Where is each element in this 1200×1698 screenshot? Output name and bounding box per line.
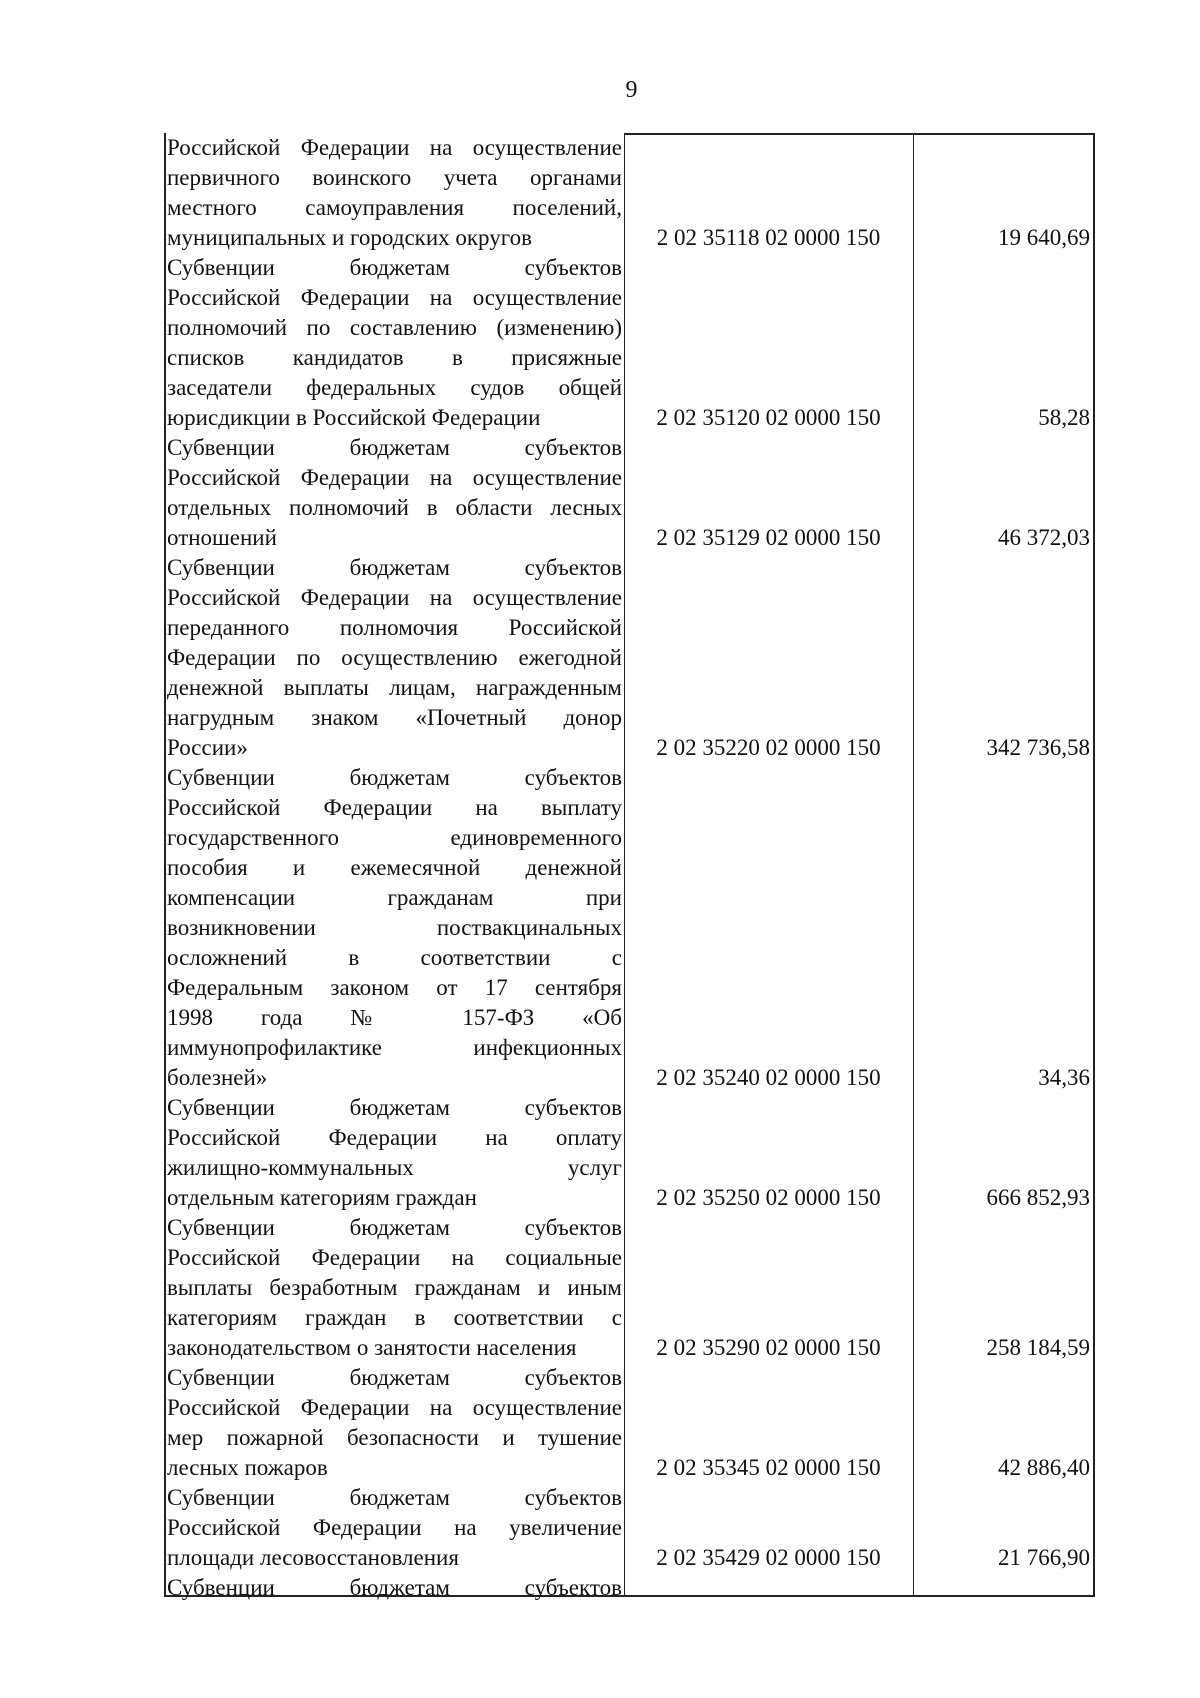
description-line: Субвенции бюджетам субъектов [167, 1575, 622, 1600]
description-line: законодательством о занятости населения [167, 1335, 577, 1360]
description-line: списков кандидатов в присяжные [167, 345, 622, 370]
description-line: государственного единовременного [167, 825, 622, 850]
description-line: площади лесовосстановления [167, 1545, 459, 1570]
description-line: денежной выплаты лицам, награжденным [167, 675, 622, 700]
description-line: России» [167, 735, 248, 760]
description-line: Российской Федерации на осуществление [167, 135, 622, 160]
table-row [164, 1483, 1095, 1573]
table-body [164, 133, 1095, 1603]
table-row [164, 1363, 1095, 1483]
description-line: Российской Федерации на осуществление [167, 1395, 622, 1420]
description-line: местного самоуправления поселений, [167, 195, 622, 220]
description-line: компенсации гражданам при [167, 885, 622, 910]
budget-code: 2 02 35250 02 0000 150 [656, 1185, 881, 1210]
description-line: отдельных полномочий в области лесных [167, 495, 622, 520]
description-line: переданного полномочия Российской [167, 615, 622, 640]
description-line: выплаты безработным гражданам и иным [167, 1275, 622, 1300]
description-line: иммунопрофилактике инфекционных [167, 1035, 622, 1060]
row-description [167, 1573, 622, 1603]
amount-value: 258 184,59 [986, 1335, 1090, 1360]
amount-value: 46 372,03 [998, 525, 1090, 550]
description-line: Российской Федерации на осуществление [167, 465, 622, 490]
table-row [164, 433, 1095, 553]
row-description [167, 1093, 622, 1213]
table-row [164, 253, 1095, 433]
budget-code: 2 02 35129 02 0000 150 [656, 525, 881, 550]
budget-code: 2 02 35429 02 0000 150 [656, 1545, 881, 1570]
budget-code: 2 02 35120 02 0000 150 [656, 405, 881, 430]
budget-code: 2 02 35345 02 0000 150 [656, 1455, 881, 1480]
table-row [164, 553, 1095, 763]
table-row [164, 1093, 1095, 1213]
budget-code: 2 02 35220 02 0000 150 [656, 735, 881, 760]
description-line: Российской Федерации на выплату [167, 795, 622, 820]
amount-value: 342 736,58 [986, 735, 1090, 760]
amount-value: 666 852,93 [986, 1185, 1090, 1210]
amount-value [914, 1573, 1090, 1603]
description-line: заседатели федеральных судов общей [167, 375, 622, 400]
amount-value: 42 886,40 [998, 1455, 1090, 1480]
amount-value: 34,36 [1038, 1065, 1090, 1090]
description-line: жилищно-коммунальных услуг [167, 1155, 622, 1180]
amount-value: 19 640,69 [998, 225, 1090, 250]
table-row [164, 133, 1095, 253]
description-line: Субвенции бюджетам субъектов [167, 1095, 622, 1120]
description-line: Российской Федерации на осуществление [167, 285, 622, 310]
description-line: полномочий по составлению (изменению) [167, 315, 622, 340]
table-row [164, 1213, 1095, 1363]
row-description [167, 1483, 622, 1573]
description-line: осложнений в соответствии с [167, 945, 622, 970]
row-description [167, 253, 622, 433]
description-line: Российской Федерации на осуществление [167, 585, 622, 610]
description-line: пособия и ежемесячной денежной [167, 855, 622, 880]
row-description [167, 1363, 622, 1483]
budget-table [164, 133, 1095, 1600]
budget-code: 2 02 35240 02 0000 150 [656, 1065, 881, 1090]
description-line: 1998 года № 157-ФЗ «Об [167, 1005, 622, 1030]
description-line: юрисдикции в Российской Федерации [167, 405, 541, 430]
description-line: лесных пожаров [167, 1455, 328, 1480]
description-line: Субвенции бюджетам субъектов [167, 1215, 622, 1240]
row-description [167, 1213, 622, 1363]
table-row [164, 763, 1095, 1093]
description-line: Субвенции бюджетам субъектов [167, 765, 622, 790]
row-description [167, 433, 622, 553]
amount-value: 58,28 [1038, 405, 1090, 430]
description-line: нагрудным знаком «Почетный донор [167, 705, 622, 730]
budget-code: 2 02 35118 02 0000 150 [656, 225, 881, 250]
row-description [167, 763, 622, 1093]
amount-value: 21 766,90 [998, 1545, 1090, 1570]
budget-code [624, 1573, 913, 1603]
description-line: болезней» [167, 1065, 268, 1090]
description-line: Субвенции бюджетам субъектов [167, 255, 622, 280]
description-line: Субвенции бюджетам субъектов [167, 435, 622, 460]
row-description [167, 133, 622, 253]
description-line: отдельным категориям граждан [167, 1185, 477, 1210]
description-line: Субвенции бюджетам субъектов [167, 1365, 622, 1390]
budget-code: 2 02 35290 02 0000 150 [656, 1335, 881, 1360]
description-line: мер пожарной безопасности и тушение [167, 1425, 622, 1450]
description-line: Федеральным законом от 17 сентября [167, 975, 622, 1000]
description-line: Федерации по осуществлению ежегодной [167, 645, 622, 670]
description-line: муниципальных и городских округов [167, 225, 532, 250]
table-row [164, 1573, 1095, 1603]
description-line: Российской Федерации на оплату [167, 1125, 622, 1150]
description-line: Российской Федерации на социальные [167, 1245, 622, 1270]
description-line: Субвенции бюджетам субъектов [167, 1485, 622, 1510]
description-line: возникновении поствакцинальных [167, 915, 622, 940]
description-line: категориям граждан в соответствии с [167, 1305, 622, 1330]
page-number: 9 [625, 77, 638, 103]
description-line: отношений [167, 525, 277, 550]
row-description [167, 553, 622, 763]
description-line: первичного воинского учета органами [167, 165, 622, 190]
description-line: Российской Федерации на увеличение [167, 1515, 622, 1540]
description-line: Субвенции бюджетам субъектов [167, 555, 622, 580]
